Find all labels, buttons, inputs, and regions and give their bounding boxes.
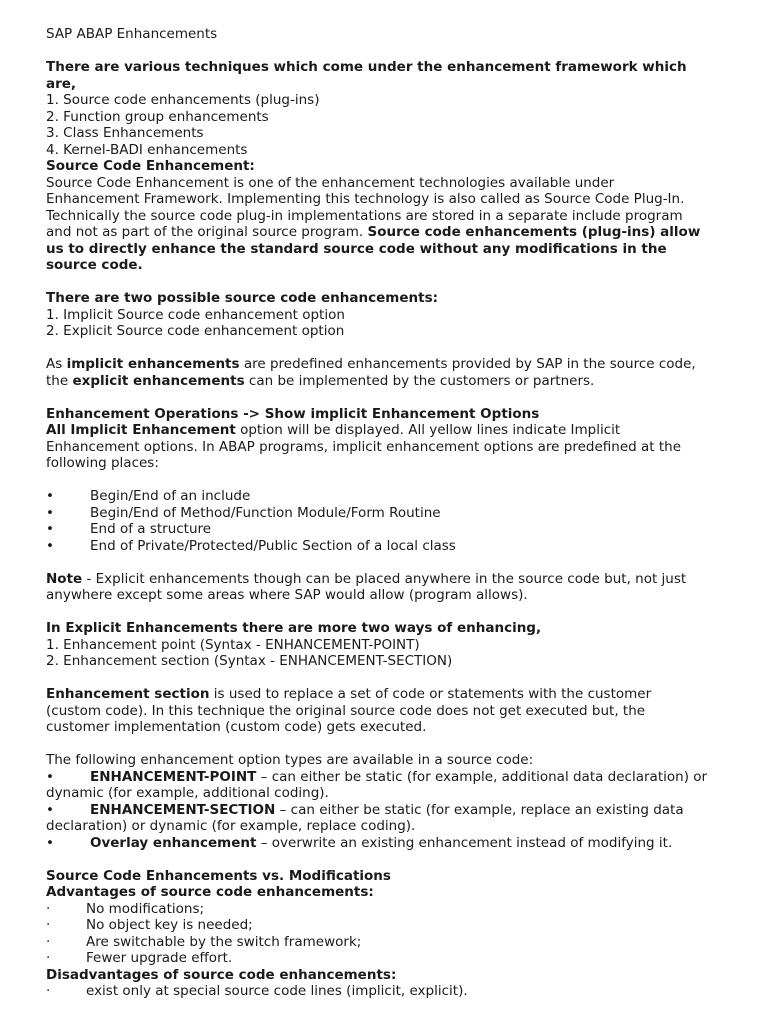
spacer xyxy=(46,274,710,291)
ops-paragraph xyxy=(46,422,710,472)
bullet-icon: · xyxy=(46,917,51,933)
spacer xyxy=(46,43,710,60)
bullet-text: Begin/End of Method/Function Module/Form Routine xyxy=(90,504,441,521)
disadvantages-heading: Disadvantages of source code enhancements: xyxy=(46,966,397,983)
bullet-text: End of Private/Protected/Public Section of a local class xyxy=(90,537,456,554)
type-item xyxy=(46,802,710,835)
list-item: 2. Enhancement section (Syntax - ENHANCEMENT-SECTION) xyxy=(46,653,453,669)
bullet-icon: • xyxy=(46,521,54,537)
bullet-icon: · xyxy=(46,900,51,917)
spacer xyxy=(46,472,710,489)
intro-heading: There are various techniques which come under the enhancement framework which are, xyxy=(46,59,687,92)
bullet-text: No modifications; xyxy=(86,900,205,917)
list-item: 1. Enhancement point (Syntax - ENHANCEMENT-POINT) xyxy=(46,636,420,653)
list-item: 2. Explicit Source code enhancement option xyxy=(46,323,345,339)
text-run: option will be displayed. All yellow lines indicate Implicit Enhancement options. In ABAP programs, implicit enhancement options are predefined at the following places: xyxy=(46,422,682,471)
spacer xyxy=(46,554,710,571)
bullet-icon: · xyxy=(46,933,51,950)
bold-run: ENHANCEMENT-POINT xyxy=(90,768,257,785)
note-paragraph xyxy=(46,571,710,604)
text-run: are predefined enhancements provided by SAP in the source code, the xyxy=(46,356,696,389)
bullet-icon: • xyxy=(46,504,54,521)
sce-bold-text: Source code enhancements (plug-ins) allow us to directly enhance the standard source code without any modifications in the source code. xyxy=(46,224,701,273)
list-item: 1. Source code enhancements (plug-ins) xyxy=(46,92,320,108)
bullet-icon: · xyxy=(46,950,51,966)
sce-heading: Source Code Enhancement: xyxy=(46,158,255,174)
bullet-icon: • xyxy=(46,801,54,818)
bullet-text: End of a structure xyxy=(90,521,212,537)
spacer xyxy=(46,389,710,406)
spacer xyxy=(46,604,710,621)
bullet-icon: • xyxy=(46,488,54,504)
list-item: 1. Implicit Source code enhancement option xyxy=(46,306,345,323)
bullet-text: No object key is needed; xyxy=(86,917,253,933)
type-item xyxy=(46,835,710,852)
section-paragraph xyxy=(46,686,710,736)
vs-heading: Source Code Enhancements vs. Modifications xyxy=(46,867,391,884)
types-intro: The following enhancement option types are available in a source code: xyxy=(46,752,534,768)
bullet-item xyxy=(46,901,710,918)
bullet-text: Fewer upgrade effort. xyxy=(86,950,233,966)
type-item xyxy=(46,769,710,802)
note-label: Note xyxy=(46,570,83,587)
bullet-icon: · xyxy=(46,983,51,999)
bold-run: All Implicit Enhancement xyxy=(46,422,236,438)
bullet-text: Begin/End of an include xyxy=(90,488,251,504)
text-run: – can either be static (for example, additional data declaration) or dynamic (for example, additional coding). xyxy=(46,768,708,801)
bullet-item xyxy=(46,488,710,505)
spacer xyxy=(46,670,710,687)
sce-paragraph xyxy=(46,175,710,274)
text-run: As xyxy=(46,356,67,372)
spacer xyxy=(46,851,710,868)
list-item: 3. Class Enhancements xyxy=(46,125,204,141)
bullet-item xyxy=(46,538,710,555)
bullet-text: exist only at special source code lines (implicit, explicit). xyxy=(86,983,468,999)
bullet-icon: • xyxy=(46,834,54,851)
list-item: 2. Function group enhancements xyxy=(46,108,269,125)
bullet-item xyxy=(46,521,710,538)
spacer xyxy=(46,736,710,753)
bullet-item xyxy=(46,917,710,934)
bold-run: Overlay enhancement xyxy=(90,834,257,851)
text-run: – can either be static (for example, replace an existing data declaration) or dynamic (for example, replace coding). xyxy=(46,801,684,834)
bullet-text: Are switchable by the switch framework; xyxy=(86,933,362,950)
spacer xyxy=(46,340,710,357)
bold-run: Enhancement section xyxy=(46,686,210,702)
bullet-item xyxy=(46,950,710,967)
note-text: - Explicit enhancements though can be placed anywhere in the source code but, not just anywhere except some areas where SAP would allow (program allows). xyxy=(46,570,687,603)
bullet-item xyxy=(46,934,710,951)
bullet-icon: • xyxy=(46,537,54,554)
two-options-heading: There are two possible source code enhancements: xyxy=(46,290,439,306)
bullet-item xyxy=(46,505,710,522)
text-run: is used to replace a set of code or statements with the customer (custom code). In this technique the original source code does not get executed but, the customer implementation (custom code) gets executed. xyxy=(46,686,652,735)
document-title: SAP ABAP Enhancements xyxy=(46,26,218,42)
bullet-item xyxy=(46,983,710,1000)
sce-text: Source Code Enhancement is one of the enhancement technologies available under Enhancement Framework. Implementing this technology is also called as Source Code Plug-In. Technically the source code plug-in implementations are stored in a separate include program and not as part of the original source program. xyxy=(46,174,685,240)
bold-run: ENHANCEMENT-SECTION xyxy=(90,801,276,818)
bold-run: implicit enhancements xyxy=(66,356,240,372)
text-run: – overwrite an existing enhancement instead of modifying it. xyxy=(256,834,673,851)
ops-heading: Enhancement Operations -> Show implicit Enhancement Options xyxy=(46,405,540,422)
list-item: 4. Kernel-BADI enhancements xyxy=(46,141,248,158)
advantages-heading: Advantages of source code enhancements: xyxy=(46,884,374,900)
bullet-icon: • xyxy=(46,768,54,785)
explicit-heading: In Explicit Enhancements there are more two ways of enhancing, xyxy=(46,620,542,636)
implicit-paragraph xyxy=(46,356,710,389)
bold-run: explicit enhancements xyxy=(72,372,245,389)
text-run: can be implemented by the customers or partners. xyxy=(244,372,595,389)
